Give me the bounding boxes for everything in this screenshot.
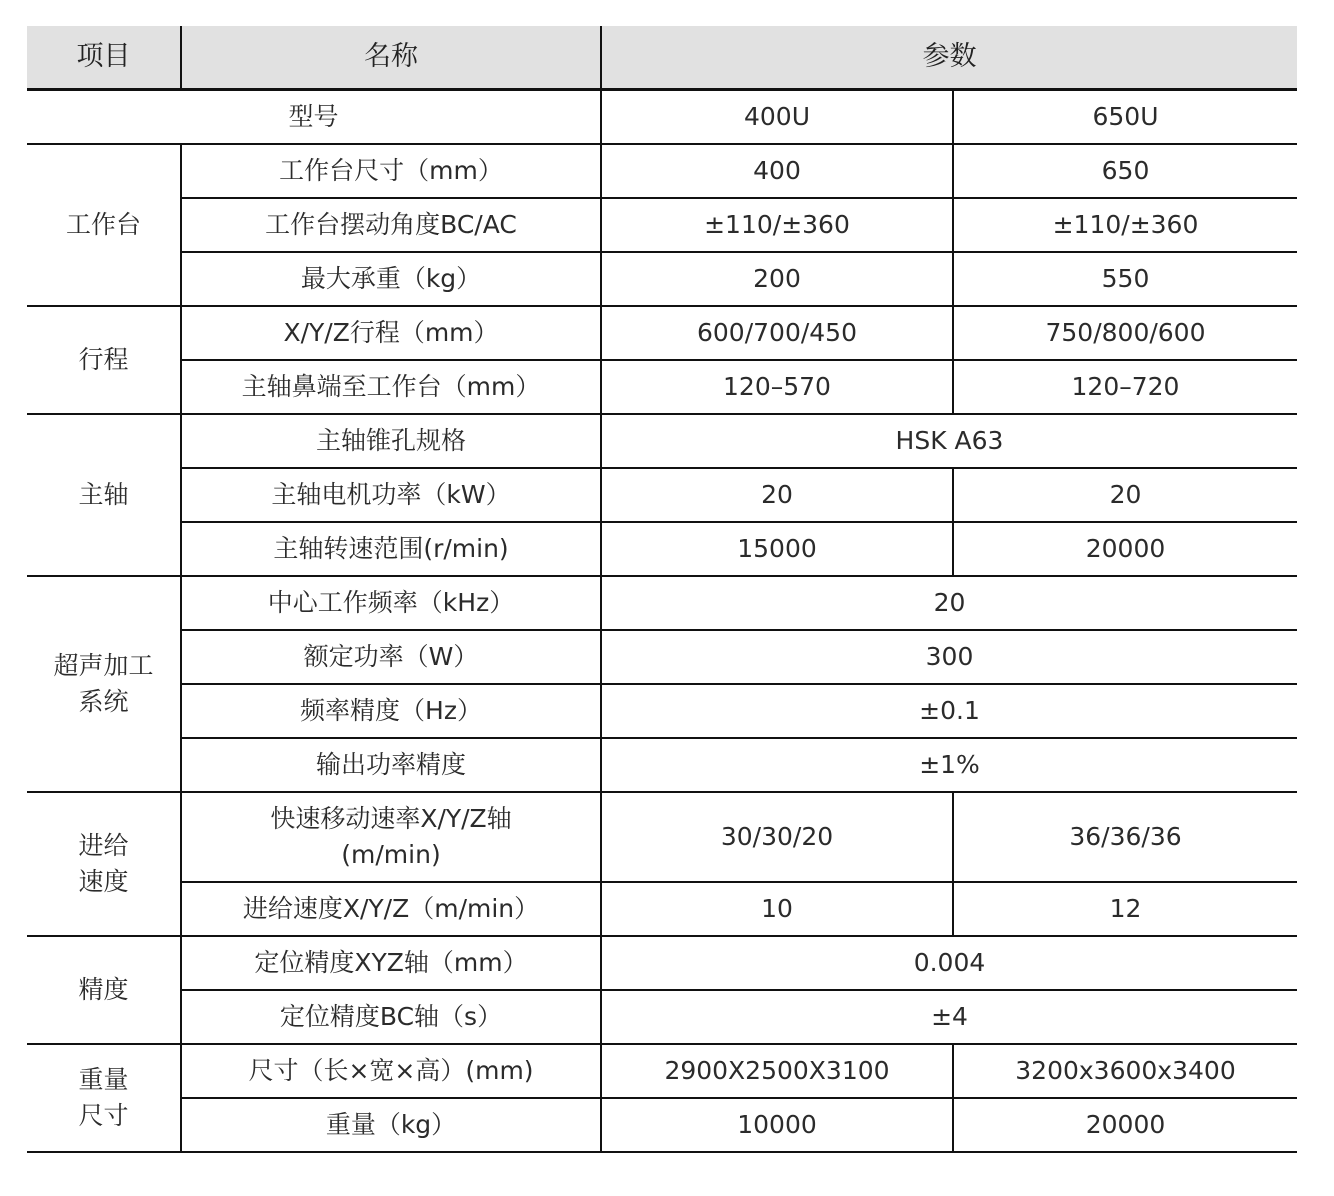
value-650u: 20 bbox=[953, 468, 1297, 522]
value-400u: 10000 bbox=[601, 1098, 953, 1152]
category-label-line1: 超声加工 bbox=[53, 650, 154, 680]
header-item: 项目 bbox=[27, 26, 181, 90]
param-name: 主轴鼻端至工作台（mm） bbox=[181, 360, 601, 414]
param-name: X/Y/Z行程（mm） bbox=[181, 306, 601, 360]
value-shared: 0.004 bbox=[601, 936, 1297, 990]
value-400u: 30/30/20 bbox=[601, 792, 953, 882]
table-row bbox=[27, 936, 1297, 990]
param-name: 中心工作频率（kHz） bbox=[181, 576, 601, 630]
category-label-line1: 重量 bbox=[78, 1064, 129, 1094]
value-650u: 750/800/600 bbox=[953, 306, 1297, 360]
param-name: 输出功率精度 bbox=[181, 738, 601, 792]
category-spindle: 主轴 bbox=[27, 414, 181, 576]
param-name: 主轴转速范围(r/min) bbox=[181, 522, 601, 576]
value-650u: 120–720 bbox=[953, 360, 1297, 414]
value-650u: 20000 bbox=[953, 522, 1297, 576]
category-feed bbox=[27, 792, 181, 936]
table-row bbox=[27, 630, 1297, 684]
model-400u: 400U bbox=[601, 90, 953, 145]
table-row bbox=[27, 684, 1297, 738]
param-name: 额定功率（W） bbox=[181, 630, 601, 684]
category-weight-size bbox=[27, 1044, 181, 1152]
table-row bbox=[27, 252, 1297, 306]
value-400u: 400 bbox=[601, 144, 953, 198]
value-400u: 10 bbox=[601, 882, 953, 936]
table-row bbox=[27, 882, 1297, 936]
table-row bbox=[27, 360, 1297, 414]
value-shared: 20 bbox=[601, 576, 1297, 630]
model-row bbox=[27, 90, 1297, 145]
table-row bbox=[27, 468, 1297, 522]
param-name: 频率精度（Hz） bbox=[181, 684, 601, 738]
model-650u: 650U bbox=[953, 90, 1297, 145]
table-row bbox=[27, 738, 1297, 792]
value-shared: ±4 bbox=[601, 990, 1297, 1044]
param-name: 定位精度BC轴（s） bbox=[181, 990, 601, 1044]
param-name: 尺寸（长×宽×高）(mm) bbox=[181, 1044, 601, 1098]
table-row bbox=[27, 198, 1297, 252]
param-name: 进给速度X/Y/Z（m/min） bbox=[181, 882, 601, 936]
category-label-line2: 速度 bbox=[78, 867, 129, 896]
value-650u: 3200x3600x3400 bbox=[953, 1044, 1297, 1098]
header-name: 名称 bbox=[181, 26, 601, 90]
value-400u: 2900X2500X3100 bbox=[601, 1044, 953, 1098]
model-label: 型号 bbox=[27, 90, 601, 145]
param-name: 工作台摆动角度BC/AC bbox=[181, 198, 601, 252]
table-row bbox=[27, 1044, 1297, 1098]
param-name: 主轴电机功率（kW） bbox=[181, 468, 601, 522]
header-params: 参数 bbox=[601, 26, 1297, 90]
value-shared: 300 bbox=[601, 630, 1297, 684]
category-travel: 行程 bbox=[27, 306, 181, 414]
value-shared: HSK A63 bbox=[601, 414, 1297, 468]
category-label-line2: 尺寸 bbox=[78, 1101, 129, 1130]
value-650u: 36/36/36 bbox=[953, 792, 1297, 882]
param-name: 主轴锥孔规格 bbox=[181, 414, 601, 468]
value-650u: 650 bbox=[953, 144, 1297, 198]
value-400u: 200 bbox=[601, 252, 953, 306]
spec-table bbox=[27, 26, 1297, 1153]
table-row bbox=[27, 414, 1297, 468]
table-row bbox=[27, 1098, 1297, 1152]
table-row bbox=[27, 990, 1297, 1044]
value-400u: 600/700/450 bbox=[601, 306, 953, 360]
table-row bbox=[27, 576, 1297, 630]
table-row bbox=[27, 522, 1297, 576]
param-name: 定位精度XYZ轴（mm） bbox=[181, 936, 601, 990]
value-650u: 12 bbox=[953, 882, 1297, 936]
table-row bbox=[27, 144, 1297, 198]
value-400u: ±110/±360 bbox=[601, 198, 953, 252]
param-name: 重量（kg） bbox=[181, 1098, 601, 1152]
value-400u: 120–570 bbox=[601, 360, 953, 414]
category-label-line2: 系统 bbox=[78, 687, 129, 716]
param-name bbox=[181, 792, 601, 882]
param-name-line1: 快速移动速率X/Y/Z轴 bbox=[270, 803, 512, 833]
value-shared: ±1% bbox=[601, 738, 1297, 792]
value-650u: ±110/±360 bbox=[953, 198, 1297, 252]
value-400u: 15000 bbox=[601, 522, 953, 576]
table-row bbox=[27, 306, 1297, 360]
value-650u: 20000 bbox=[953, 1098, 1297, 1152]
param-name-line2: (m/min) bbox=[341, 840, 441, 869]
category-worktable: 工作台 bbox=[27, 144, 181, 306]
param-name: 最大承重（kg） bbox=[181, 252, 601, 306]
category-label-line1: 进给 bbox=[78, 830, 129, 860]
table-row bbox=[27, 792, 1297, 882]
value-400u: 20 bbox=[601, 468, 953, 522]
param-name: 工作台尺寸（mm） bbox=[181, 144, 601, 198]
category-accuracy: 精度 bbox=[27, 936, 181, 1044]
category-ultrasonic bbox=[27, 576, 181, 792]
value-shared: ±0.1 bbox=[601, 684, 1297, 738]
header-row bbox=[27, 26, 1297, 90]
value-650u: 550 bbox=[953, 252, 1297, 306]
